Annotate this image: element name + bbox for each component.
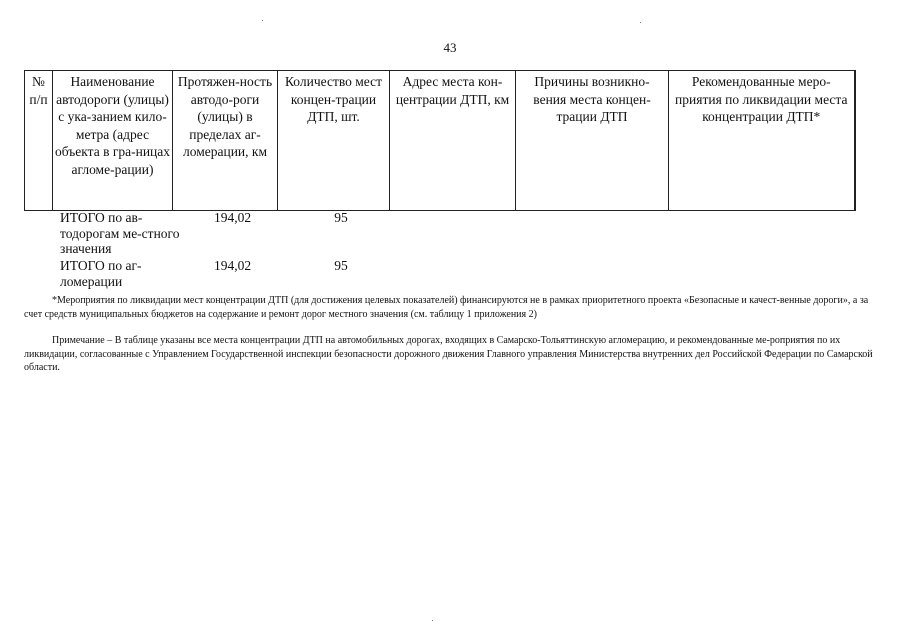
scan-speck — [262, 20, 263, 21]
total-length: 194,02 — [213, 210, 252, 225]
header-dtp-causes: Причины возникно-вения места концен-трации ДТП — [516, 71, 669, 211]
footnote: *Мероприятия по ликвидации мест концентрации ДТП (для достижения целевых показателей) финансируются не в рамках приоритетного проекта «Безопасные и качест-венные дороги», а за счет средств муниципальных бюджетов на содержание и ремонт дорог местного значения (см. таблицу 1 приложения 2) — [24, 295, 869, 320]
total-count: 95 — [334, 258, 348, 273]
header-dtp-count: Количество мест концен-трации ДТП, шт. — [278, 71, 390, 211]
header-recommended-measures: Рекомендованные меро-приятия по ликвидации места концентрации ДТП* — [669, 71, 855, 211]
header-road-name: Наименование автодороги (улицы) с ука-занием кило-метра (адрес объекта в гра-ницах агломе-рации) — [53, 71, 173, 211]
scan-speck — [432, 620, 433, 621]
header-dtp-address: Адрес места кон-центрации ДТП, км — [390, 71, 516, 211]
scan-speck — [640, 22, 641, 23]
table-header-row — [25, 71, 855, 211]
header-road-length: Протяжен-ность автодо-роги (улицы) в пределах аг-ломерации, км — [173, 71, 278, 211]
total-count: 95 — [334, 210, 348, 225]
total-label: ИТОГО по аг-ломерации — [60, 258, 142, 289]
header-row-number: № п/п — [25, 71, 53, 211]
total-length: 194,02 — [213, 258, 252, 273]
table-note: Примечание – В таблице указаны все места концентрации ДТП на автомобильных дорогах, входящих в Самарско-Тольяттинскую агломерацию, и рекомендованные ме-роприятия по их ликвидации, согласованные с Управлением Государственной инспекции безопасности дорожного движения Главного управления Министерства внутренних дел Российской Федерации по Самарской области. — [24, 335, 873, 373]
total-label: ИТОГО по ав-тодорогам ме-стного значения — [60, 210, 180, 256]
dtp-concentration-table — [24, 70, 856, 211]
page-number: 43 — [443, 40, 457, 55]
